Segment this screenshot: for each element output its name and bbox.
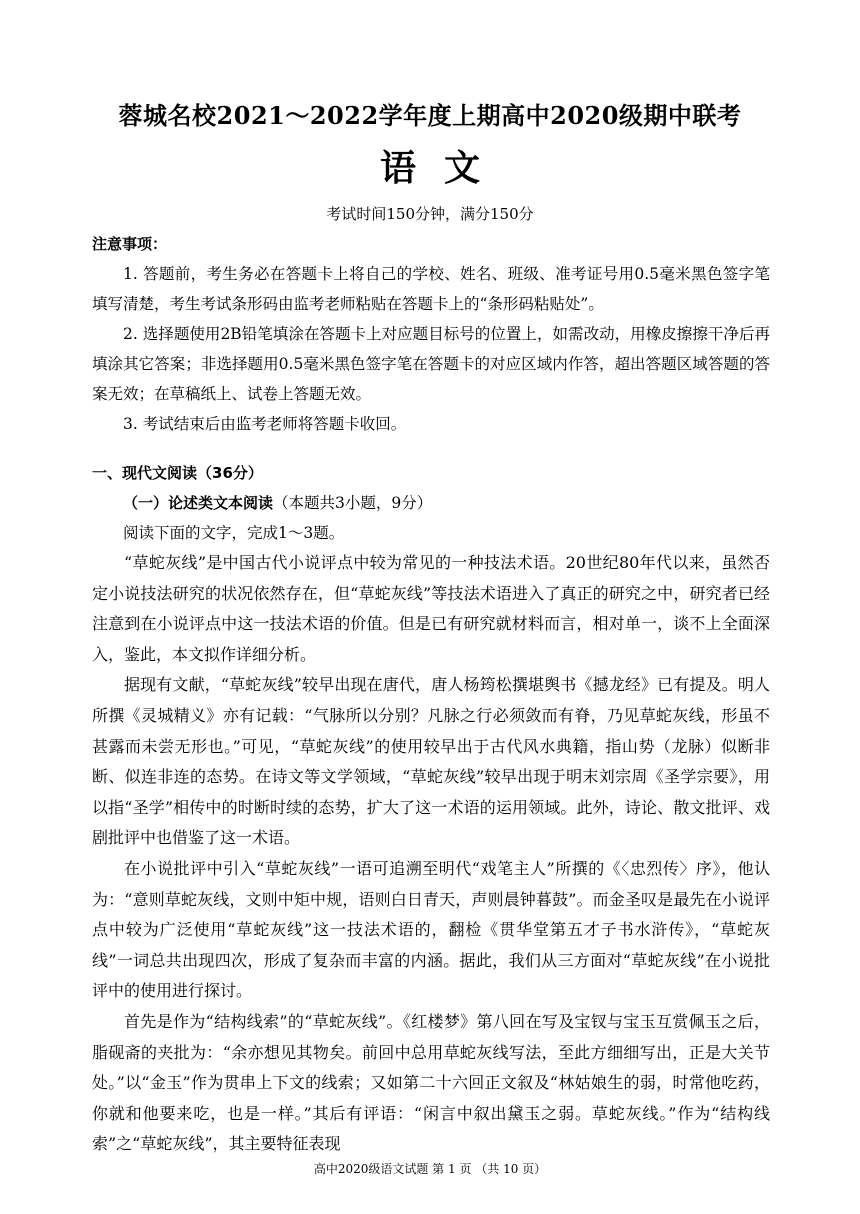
- passage-paragraph: “草蛇灰线”是中国古代小说评点中较为常见的一种技法术语。20世纪80年代以来，虽然否定小说技法研究的状况依然存在，但“草蛇灰线”等技法术语进入了真正的研究之中，研究者已经注意到在小说评点中这一技法术语的价值。但是已有研究就材料而言，相对单一，谈不上全面深入，鉴此，本文拟作详细分析。: [92, 553, 770, 664]
- notes-section: [92, 229, 770, 439]
- page-footer: 高中2020级语文试题 第 1 页 （共 10 页）: [313, 1162, 547, 1176]
- section-heading-block: [92, 458, 770, 548]
- passage: [92, 548, 770, 1160]
- notes-heading: 注意事项：: [92, 235, 168, 253]
- passage-paragraph: 首先是作为“结构线索”的“草蛇灰线”。《红楼梦》第八回在写及宝钗与宝玉互赏佩玉之后，脂砚斋的夹批为：“余亦想见其物矣。前回中总用草蛇灰线写法，至此方细细写出，正是大关节处。”以“金玉”作为贯串上下文的线索；又如第二十六回正文叙及“林姑娘生的弱，时常他吃药，你就和他要来吃，也是一样。”其后有评语：“闲言中叙出黛玉之弱。草蛇灰线。”作为“结构线索”之“草蛇灰线”，其主要特征表现: [92, 1011, 770, 1154]
- note-item: 3. 考试结束后由监考老师将答题卡收回。: [123, 415, 407, 433]
- passage-paragraph: 在小说批评中引入“草蛇灰线”一语可追溯至明代“戏笔主人”所撰的《〈忠烈传〉序》，他认为：“意则草蛇灰线，文则中矩中规，语则白日青天，声则晨钟暮鼓”。而金圣叹是最先在小说评点中较为广泛使用“草蛇灰线”这一技法术语的，翻检《贯华堂第五才子书水浒传》，“草蛇灰线”一词总共出现四次，形成了复杂而丰富的内涵。据此，我们从三方面对“草蛇灰线”在小说批评中的使用进行探讨。: [92, 858, 770, 1001]
- sub-section-title: （一）论述类文本阅读: [123, 494, 274, 512]
- sub-section-detail: （本题共3小题，9分）: [273, 494, 433, 512]
- exam-title: 蓉城名校2021～2022学年度上期高中2020级期中联考: [118, 101, 742, 130]
- sub-section-heading: [92, 488, 770, 518]
- passage-paragraph: 据现有文献，“草蛇灰线”较早出现在唐代，唐人杨筠松撰堪舆书《撼龙经》已有提及。明人所撰《灵城精义》亦有记载：“气脉所以分别？凡脉之行必须敛而有脊，乃见草蛇灰线，形虽不甚露而未尝无形也。”可见，“草蛇灰线”的使用较早出于古代风水典籍，指山势（龙脉）似断非断、似连非连的态势。在诗文等文学领域，“草蛇灰线”较早出现于明末刘宗周《圣学宗要》，用以指“圣学”相传中的时断时续的态势，扩大了这一术语的运用领域。此外，诗论、散文批评、戏剧批评中也借鉴了这一术语。: [92, 675, 770, 848]
- exam-info: 考试时间150分钟，满分150分: [326, 205, 534, 223]
- reading-instruction: 阅读下面的文字，完成1～3题。: [123, 524, 345, 542]
- note-item: 2. 选择题使用2B铅笔填涂在答题卡上对应题目标号的位置上，如需改动，用橡皮擦擦干净后再填涂其它答案；非选择题用0.5毫米黑色签字笔在答题卡的对应区域内作答，超出答题区域答题的答案无效；在草稿纸上、试卷上答题无效。: [92, 325, 770, 403]
- section-heading: 一、现代文阅读（36分）: [92, 464, 263, 482]
- subject-title: 语文: [379, 147, 508, 189]
- note-item: 1. 答题前，考生务必在答题卡上将自己的学校、姓名、班级、准考证号用0.5毫米黑色签字笔填写清楚，考生考试条形码由监考老师粘贴在答题卡上的“条形码粘贴处”。: [92, 265, 770, 313]
